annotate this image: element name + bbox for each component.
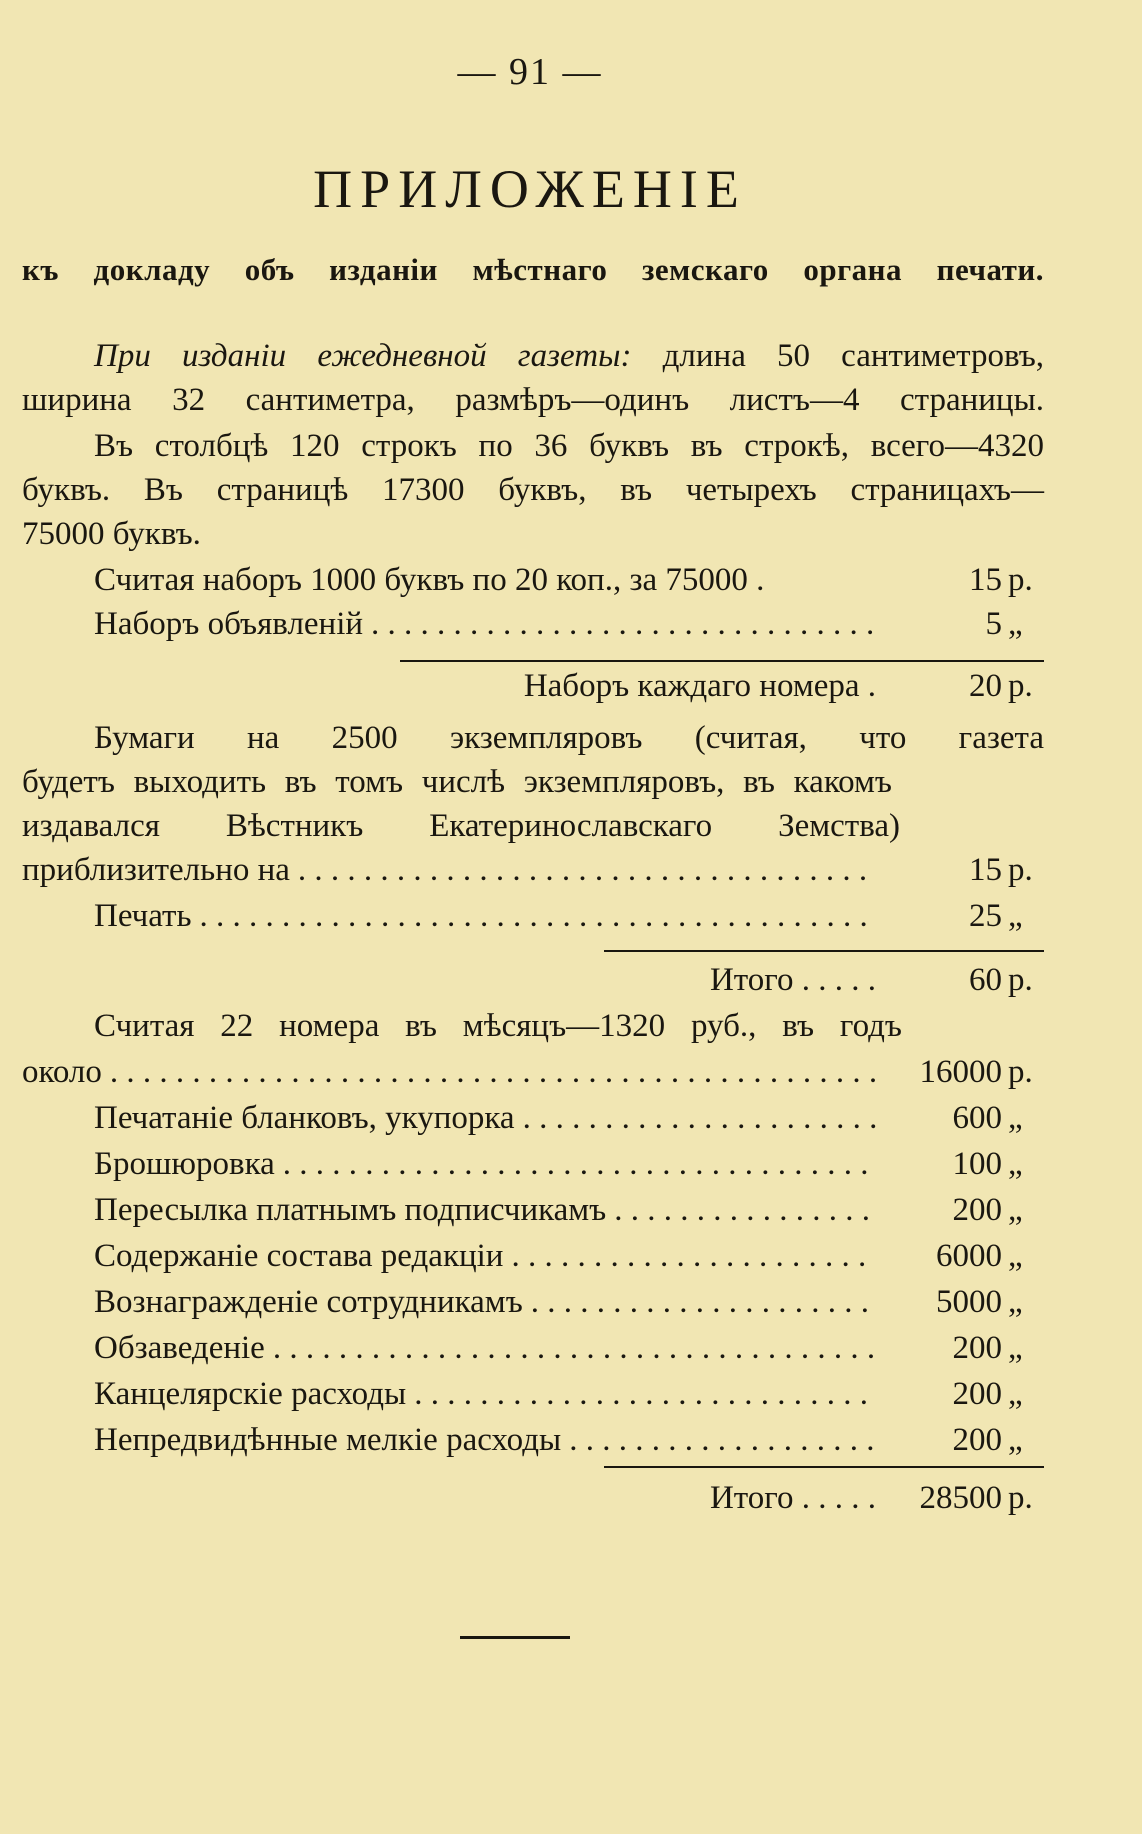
row-amount: 100 (952, 1146, 1002, 1182)
paper-line-2: будетъ выходить въ томъ числѣ экземпляровъ, въ какомъ (22, 764, 892, 800)
row-label: Наборъ каждаго номера . (523, 668, 876, 704)
ads-cost-row (94, 604, 1044, 644)
row-label: Содержаніе состава редакціи (94, 1238, 504, 1274)
body-line-4: буквъ. Въ страницѣ 17300 буквъ, въ четырехъ страницахъ— (22, 472, 1044, 508)
dot-leader (290, 850, 876, 890)
end-rule (460, 1636, 570, 1639)
row-label: Печатаніе бланковъ, укупорка (94, 1100, 515, 1136)
total-row-1 (22, 960, 1044, 1000)
dot-leader (523, 1282, 876, 1322)
row-label: Вознагражденіе сотрудникамъ (94, 1284, 523, 1320)
row-amount: 6000 (936, 1238, 1002, 1274)
row-unit: „ (1008, 898, 1023, 934)
body-line-5: 75000 буквъ. (22, 516, 201, 552)
year-cost-row (22, 1052, 1044, 1092)
row-label: Пересылка платнымъ подписчикамъ (94, 1192, 607, 1228)
row-unit: р. (1008, 962, 1033, 998)
row-label: Считая наборъ 1000 буквъ по 20 коп., за 75000 . (94, 562, 765, 598)
page-title: ПРИЛОЖЕНІЕ (313, 159, 747, 219)
row-unit: „ (1008, 606, 1023, 642)
row-amount: 15 (969, 852, 1002, 888)
row-unit: „ (1008, 1192, 1023, 1228)
row-amount: 5000 (936, 1284, 1002, 1320)
row-amount: 16000 (919, 1054, 1002, 1090)
dot-leader (406, 1374, 876, 1414)
row-unit: „ (1008, 1100, 1023, 1136)
row-label: Непредвидѣнные мелкіе расходы (94, 1422, 562, 1458)
dot-leader (102, 1052, 876, 1092)
row-unit: „ (1008, 1330, 1023, 1366)
row-amount: 15 (969, 562, 1002, 598)
paper-cost-row (22, 850, 1044, 890)
row-amount: 200 (952, 1422, 1002, 1458)
row-unit: „ (1008, 1238, 1023, 1274)
row-label: Итого . . . . . (709, 962, 876, 998)
row-label: Канцелярскіе расходы (94, 1376, 407, 1412)
expense-row (94, 1282, 1044, 1322)
row-unit: р. (1008, 668, 1033, 704)
dot-leader (561, 1420, 876, 1460)
dot-leader (515, 1098, 876, 1138)
page-number: — 91 — (457, 51, 603, 93)
typeset-cost-row (94, 560, 1044, 600)
total-row-2 (22, 1478, 1044, 1518)
row-label: Брошюровка (94, 1146, 275, 1182)
typeset-total-row (22, 666, 1044, 706)
row-label: Печать (94, 898, 192, 934)
body-line-3: Въ столбцѣ 120 строкъ по 36 буквъ въ строкѣ, всего—4320 (94, 428, 1044, 464)
row-amount: 25 (969, 898, 1002, 934)
row-unit: р. (1008, 1054, 1033, 1090)
intro-italic: При изданіи ежедневной газеты: (94, 338, 632, 374)
row-amount: 20 (969, 668, 1002, 704)
intro-rest: длина 50 сантиметровъ, (662, 338, 1045, 374)
expense-row (94, 1098, 1044, 1138)
month-line: Считая 22 номера въ мѣсяцъ—1320 руб., въ годъ (94, 1008, 902, 1044)
row-unit: р. (1008, 562, 1033, 598)
row-label: Наборъ объявленій (94, 606, 364, 642)
row-label: Обзаведеніе (94, 1330, 265, 1366)
row-label: около (22, 1054, 102, 1090)
expense-row (94, 1144, 1044, 1184)
row-unit: р. (1008, 1480, 1033, 1516)
row-amount: 200 (952, 1330, 1002, 1366)
row-unit: „ (1008, 1146, 1023, 1182)
expense-row (94, 1190, 1044, 1230)
total-rule (604, 950, 1044, 952)
row-amount: 5 (985, 606, 1002, 642)
row-unit: „ (1008, 1422, 1023, 1458)
total-rule (400, 660, 1044, 662)
expense-row (94, 1420, 1044, 1460)
row-unit: „ (1008, 1284, 1023, 1320)
row-label: приблизительно на (22, 852, 290, 888)
print-cost-row (94, 896, 1044, 936)
paper-line-3: издавался Вѣстникъ Екатеринославскаго Земства) (22, 808, 900, 844)
body-line-2: ширина 32 сантиметра, размѣръ—одинъ листъ—4 страницы. (22, 382, 1044, 418)
dot-leader (275, 1144, 876, 1184)
row-amount: 28500 (919, 1480, 1002, 1516)
dot-leader (363, 604, 876, 644)
row-amount: 200 (952, 1192, 1002, 1228)
total-rule (604, 1466, 1044, 1468)
expense-row (94, 1236, 1044, 1276)
row-amount: 600 (952, 1100, 1002, 1136)
paper-line-1: Бумаги на 2500 экземпляровъ (считая, что газета (94, 720, 1044, 756)
dot-leader (606, 1190, 876, 1230)
row-unit: „ (1008, 1376, 1023, 1412)
expense-row (94, 1328, 1044, 1368)
expense-row (94, 1374, 1044, 1414)
row-amount: 60 (969, 962, 1002, 998)
dot-leader (265, 1328, 876, 1368)
dot-leader (192, 896, 876, 936)
intro-line (94, 336, 1044, 376)
dot-leader (503, 1236, 876, 1276)
row-label: Итого . . . . . (709, 1480, 876, 1516)
row-unit: р. (1008, 852, 1033, 888)
row-amount: 200 (952, 1376, 1002, 1412)
page-subtitle: къ докладу объ изданіи мѣстнаго земскаго органа печати. (22, 252, 1044, 287)
